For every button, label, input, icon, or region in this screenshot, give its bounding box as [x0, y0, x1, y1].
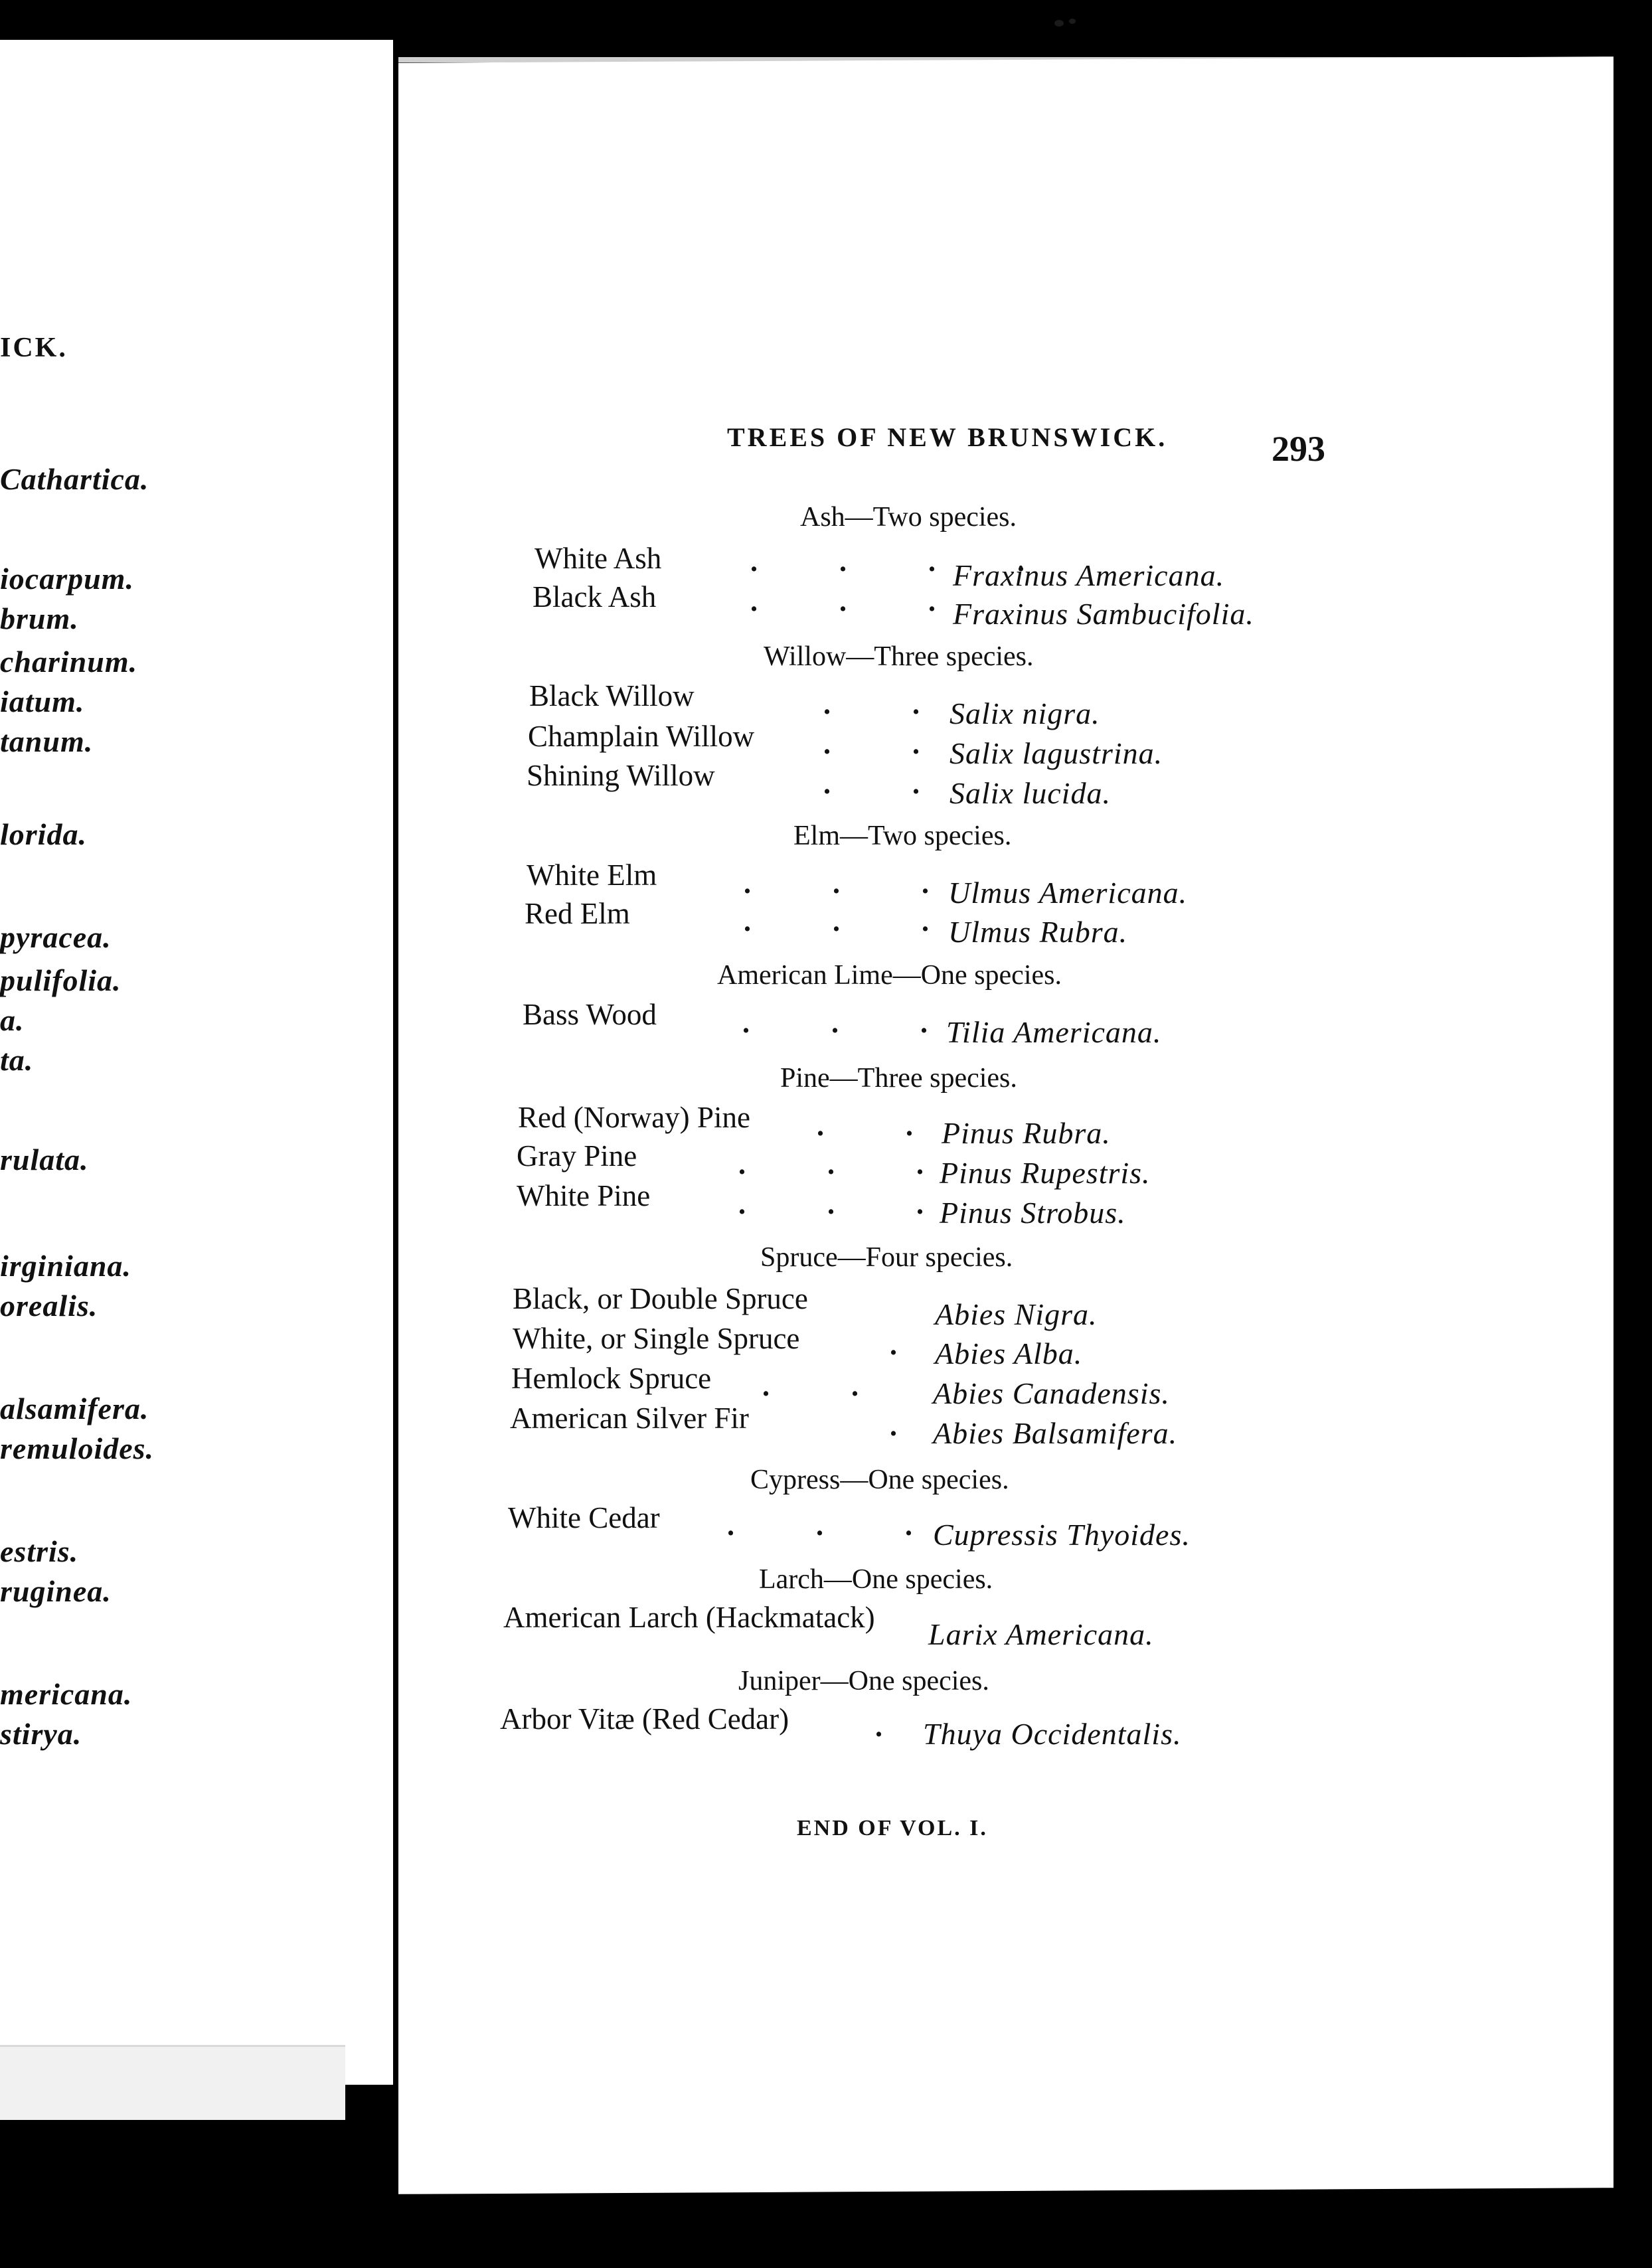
left-fragment: tanum. [0, 724, 94, 758]
left-page-stack-edge [0, 2045, 345, 2120]
left-fragment: pulifolia. [0, 963, 122, 997]
leader-dots: . . . [738, 1188, 961, 1220]
leader-dots: . . [823, 688, 957, 720]
common-name: Black Willow [529, 679, 695, 712]
latin-name: Cupressis Thyoides. [933, 1518, 1191, 1552]
leader-dots: . . . [742, 1007, 965, 1039]
common-name: White, or Single Spruce [513, 1322, 800, 1355]
leader-dots: . . . [744, 905, 966, 937]
latin-name: Ulmus Americana. [948, 876, 1188, 910]
left-fragment: mericana. [0, 1677, 133, 1711]
common-name: American Silver Fir [510, 1402, 749, 1435]
left-fragment: charinum. [0, 645, 138, 679]
left-fragment: pyracea. [0, 920, 112, 954]
common-name: Black, or Double Spruce [513, 1282, 808, 1315]
common-name: Red (Norway) Pine [518, 1101, 750, 1134]
latin-name: Fraxinus Americana. [953, 558, 1225, 592]
latin-name: Pinus Strobus. [940, 1196, 1126, 1230]
latin-name: Salix lagustrina. [950, 736, 1163, 770]
common-name: Champlain Willow [528, 720, 755, 753]
left-fragment: iatum. [0, 685, 85, 718]
latin-name: Salix lucida. [950, 776, 1111, 810]
common-name: White Pine [517, 1179, 651, 1212]
latin-name: Abies Alba. [935, 1336, 1083, 1370]
section-heading-larch: Larch—One species. [759, 1564, 993, 1595]
common-name: White Ash [535, 542, 662, 575]
common-name: Bass Wood [523, 998, 657, 1031]
left-fragment: ta. [0, 1043, 34, 1077]
left-fragment: irginiana. [0, 1249, 131, 1283]
latin-name: Thuya Occidentalis. [923, 1717, 1182, 1751]
latin-name: Fraxinus Sambucifolia. [953, 597, 1254, 631]
latin-name: Pinus Rupestris. [940, 1156, 1151, 1190]
left-fragment: stirya. [0, 1717, 82, 1751]
leader-dots: . . . [750, 585, 973, 617]
section-heading-pine: Pine—Three species. [780, 1063, 1017, 1094]
latin-name: Abies Canadensis. [933, 1376, 1170, 1410]
common-name: American Larch (Hackmatack) [503, 1601, 875, 1634]
left-fragment: orealis. [0, 1289, 98, 1323]
end-of-volume-note: END OF VOL. I. [797, 1816, 988, 1840]
leader-dots: . . [762, 1370, 896, 1402]
left-fragment: brum. [0, 602, 79, 635]
section-heading-juniper: Juniper—One species. [738, 1666, 989, 1696]
leader-dots: . . . [744, 867, 966, 900]
common-name: White Elm [527, 858, 657, 892]
left-fragment: lorida. [0, 817, 87, 851]
latin-name: Salix nigra. [950, 696, 1100, 730]
common-name: Shining Willow [527, 759, 715, 792]
left-page [0, 40, 393, 2085]
left-page-heading: ICK. [0, 333, 68, 363]
common-name: Black Ash [533, 580, 657, 613]
section-heading-ash: Ash—Two species. [800, 502, 1017, 532]
left-fragment: remuloides. [0, 1431, 155, 1465]
section-heading-elm: Elm—Two species. [793, 821, 1012, 851]
latin-name: Larix Americana. [928, 1617, 1154, 1651]
latin-name: Abies Balsamifera. [933, 1416, 1178, 1450]
section-heading-spruce: Spruce—Four species. [760, 1242, 1013, 1273]
latin-name: Tilia Americana. [946, 1015, 1162, 1049]
section-heading-american-lime: American Lime—One species. [717, 960, 1062, 991]
common-name: Gray Pine [517, 1139, 637, 1173]
leader-dots: . . . [727, 1509, 950, 1542]
common-name: White Cedar [508, 1501, 660, 1534]
left-fragment: rulata. [0, 1143, 89, 1176]
latin-name: Ulmus Rubra. [948, 915, 1128, 949]
left-fragment: alsamifera. [0, 1392, 149, 1425]
scan-speck [1069, 19, 1076, 24]
leader-dots: . . [817, 1109, 950, 1142]
leader-dots: . . . . [750, 545, 1062, 578]
latin-name: Pinus Rubra. [942, 1116, 1111, 1150]
section-heading-willow: Willow—Three species. [764, 641, 1034, 672]
common-name: Red Elm [525, 897, 630, 930]
leader-dots: . [875, 1710, 920, 1743]
running-head: TREES OF NEW BRUNSWICK. [727, 422, 1168, 452]
common-name: Arbor Vitæ (Red Cedar) [500, 1702, 789, 1736]
page-number: 293 [1272, 429, 1325, 469]
common-name: Hemlock Spruce [511, 1362, 712, 1395]
leader-dots: . [890, 1329, 934, 1361]
left-fragment: Cathartica. [0, 462, 149, 496]
left-fragment: estris. [0, 1534, 79, 1568]
left-fragment: ruginea. [0, 1574, 112, 1608]
left-fragment: a. [0, 1003, 25, 1037]
leader-dots: . . [823, 728, 957, 760]
leader-dots: . . [823, 768, 957, 800]
section-heading-cypress: Cypress—One species. [750, 1465, 1009, 1495]
leader-dots: . [890, 1410, 934, 1442]
leader-dots: . . . [738, 1148, 961, 1180]
latin-name: Abies Nigra. [935, 1297, 1098, 1331]
left-fragment: iocarpum. [0, 562, 134, 596]
scan-speck [1054, 20, 1064, 27]
